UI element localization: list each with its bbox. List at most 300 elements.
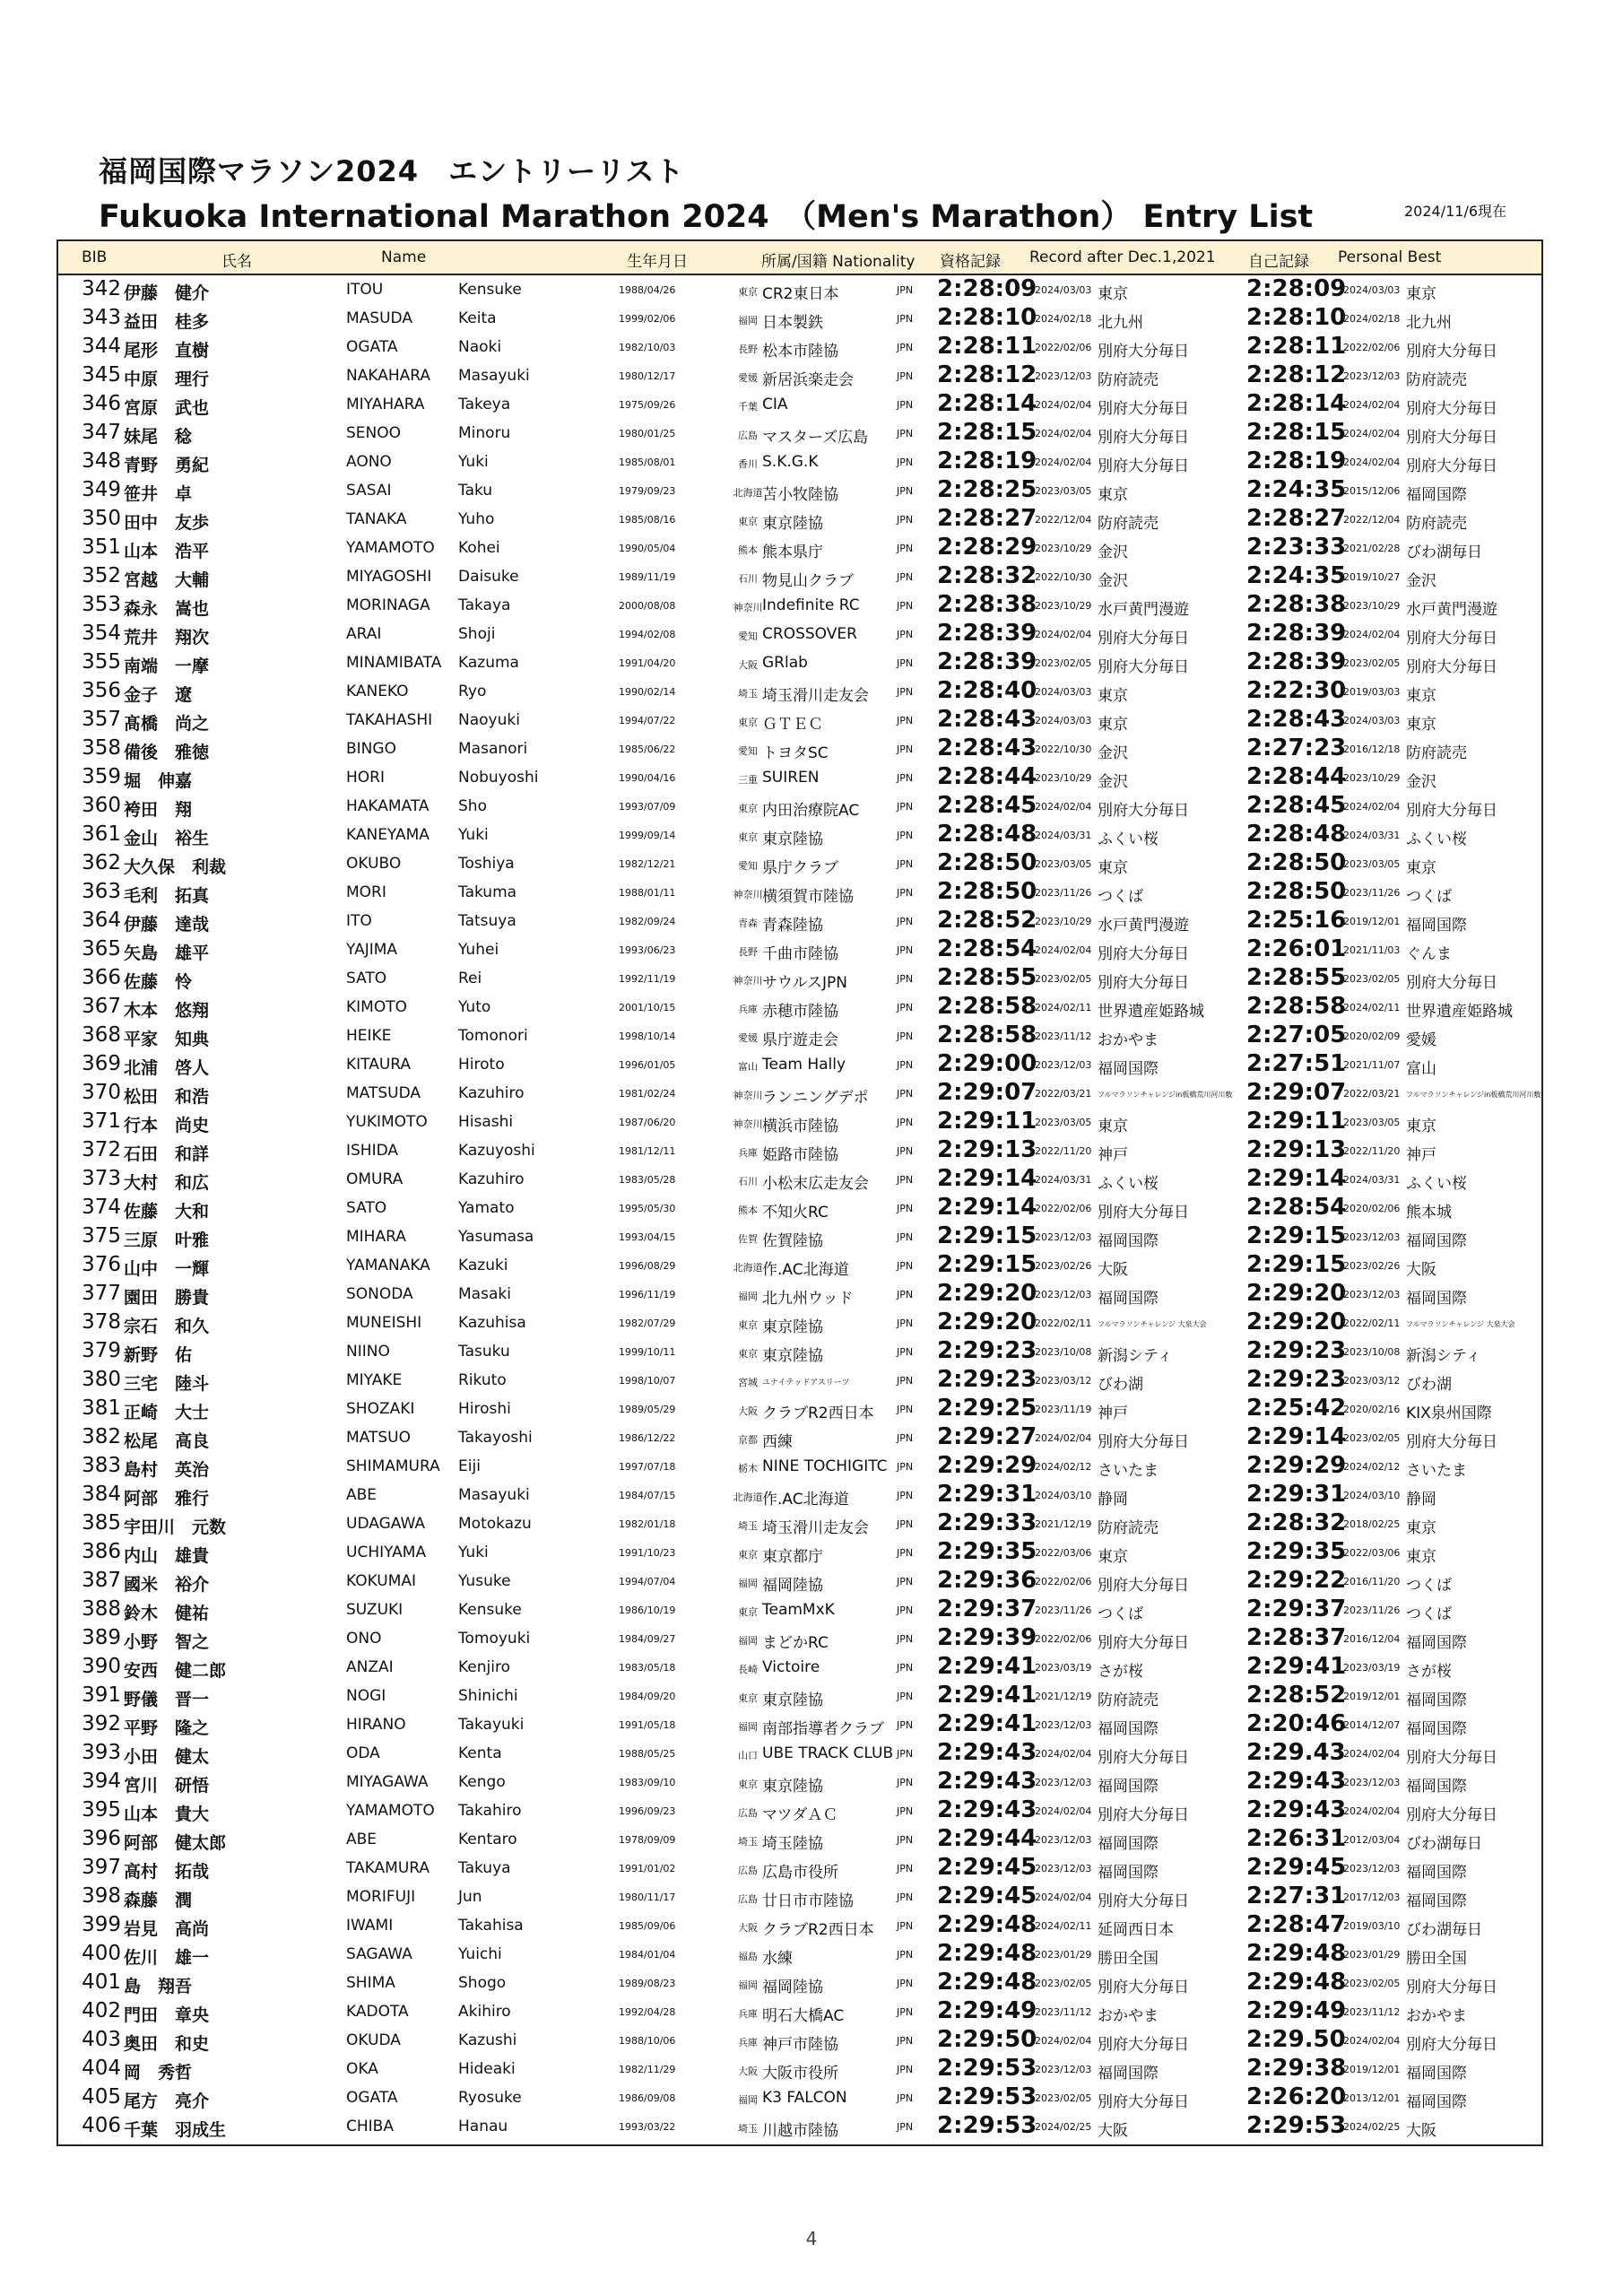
qualifying-date: 2023/12/03 [1035,1863,1092,1874]
qualifying-date: 2024/02/04 [1035,1892,1092,1903]
qualifying-race: 東京 [1098,716,1128,734]
prefecture: 富山 [738,1061,758,1073]
table-row [58,1366,1541,1395]
affiliation: 福岡陸協 [762,1577,823,1595]
personal-best-race: 福岡国際 [1406,1778,1467,1796]
runner-given-name: Kohei [458,539,500,557]
qualifying-date: 2023/10/29 [1035,772,1092,784]
personal-best-date: 2024/02/11 [1343,1002,1401,1013]
table-row [58,1222,1541,1251]
runner-name-jp: 行本 尚史 [124,1116,210,1135]
runner-given-name: Kenta [458,1744,502,1762]
bib-number: 365 [82,937,121,961]
birth-date: 1994/02/08 [619,629,676,640]
prefecture: 東京 [738,1348,758,1360]
runner-given-name: Ryosuke [458,2089,522,2107]
personal-best-time: 2:25:42 [1246,1395,1347,1422]
qualifying-race: 防府読売 [1098,371,1159,389]
bib-number: 398 [82,1884,121,1908]
runner-name-jp: 平野 隆之 [124,1718,210,1738]
personal-best-date: 2023/12/03 [1343,1863,1401,1874]
personal-best-date: 2023/12/03 [1343,370,1401,382]
qualifying-time: 2:28:50 [937,878,1037,905]
table-row [58,1423,1541,1452]
qualifying-race: 防府読売 [1098,1692,1159,1709]
runner-name-jp: 益田 桂多 [124,312,210,332]
qualifying-race: 別府大分毎日 [1098,1806,1189,1824]
prefecture: 栃木 [738,1463,758,1474]
bib-number: 401 [82,1970,121,1994]
nationality: JPN [897,1318,914,1329]
birth-date: 1988/01/11 [619,887,676,899]
qualifying-race: 福岡国際 [1098,1232,1159,1250]
runner-surname: CHIBA [346,2118,394,2135]
table-row [58,1022,1541,1050]
bib-number: 385 [82,1511,121,1535]
qualifying-time: 2:28:54 [937,935,1037,962]
runner-given-name: Takeya [458,396,511,413]
bib-number: 370 [82,1081,121,1104]
birth-date: 1992/04/28 [619,2006,676,2018]
runner-given-name: Yasumasa [458,1228,534,1246]
affiliation: 横浜市陸協 [762,1118,838,1135]
runner-surname: ABE [346,1486,378,1504]
personal-best-date: 2024/02/04 [1343,2035,1401,2047]
runner-surname: MINAMIBATA [346,654,442,672]
prefecture: 北海道 [733,1262,763,1274]
affiliation: SUIREN [762,769,820,787]
personal-best-time: 2:29:15 [1246,1251,1347,1278]
bib-number: 373 [82,1167,121,1190]
personal-best-date: 2016/12/04 [1343,1633,1401,1645]
qualifying-date: 2023/02/05 [1035,2092,1092,2104]
personal-best-race: 愛媛 [1406,1031,1436,1049]
bib-number: 383 [82,1454,121,1477]
table-row [58,1997,1541,2026]
prefecture: 福岡 [738,1635,758,1647]
prefecture: 兵庫 [738,1147,758,1159]
personal-best-date: 2022/03/06 [1343,1547,1401,1559]
qualifying-race: 水戸黄門漫遊 [1098,917,1189,935]
qualifying-race: 別府大分毎日 [1098,974,1189,992]
bib-number: 386 [82,1540,121,1563]
nationality: JPN [897,1404,914,1415]
qualifying-race: 勝田全国 [1098,1950,1159,1968]
nationality: JPN [897,2035,914,2047]
bib-number: 377 [82,1282,121,1305]
nationality: JPN [897,1117,914,1128]
runner-surname: YAMAMOTO [346,539,435,557]
runner-name-jp: 阿部 健太郎 [124,1833,227,1853]
affiliation: 佐賀陸協 [762,1232,823,1250]
personal-best-time: 2:29:43 [1246,1768,1347,1795]
runner-name-jp: 石田 和詳 [124,1144,210,1164]
birth-date: 1983/05/28 [619,1174,676,1186]
qualifying-race: 別府大分毎日 [1098,1634,1189,1652]
runner-given-name: Hiroshi [458,1400,511,1418]
runner-name-jp: 島村 英治 [124,1460,210,1480]
nationality: JPN [897,801,914,813]
qualifying-date: 2024/02/04 [1035,457,1092,468]
affiliation: CR2東日本 [762,285,839,303]
runner-name-jp: 尾方 亮介 [124,2092,210,2111]
runner-name-jp: 宮原 武也 [124,398,210,418]
birth-date: 1985/06/22 [619,744,676,755]
runner-name-jp: 千葉 羽成生 [124,2120,227,2140]
runner-name-jp: 伊藤 達哉 [124,915,210,935]
runner-given-name: Masayuki [458,1486,530,1504]
prefecture: 福岡 [738,1721,758,1733]
qualifying-time: 2:28:58 [937,993,1037,1020]
nationality: JPN [897,1260,914,1272]
qualifying-race: 福岡国際 [1098,1720,1159,1738]
runner-name-jp: 野儀 晋一 [124,1690,210,1709]
qualifying-time: 2:29:23 [937,1366,1037,1393]
prefecture: 北海道 [733,1492,763,1503]
runner-given-name: Takahisa [458,1917,524,1935]
qualifying-race: 別府大分毎日 [1098,1204,1189,1222]
qualifying-race: 別府大分毎日 [1098,2036,1189,2054]
personal-best-race: 水戸黄門漫遊 [1406,601,1497,619]
prefecture: 佐賀 [738,1233,758,1245]
runner-name-jp: 髙橋 尚之 [124,714,210,734]
personal-best-race: KIX泉州国際 [1406,1405,1492,1422]
table-row [58,333,1541,361]
bib-number: 366 [82,966,121,989]
bib-number: 389 [82,1626,121,1649]
prefecture: 福岡 [738,1291,758,1302]
nationality: JPN [897,657,914,669]
nationality: JPN [897,1605,914,1616]
runner-name-jp: 安西 健二郎 [124,1661,227,1681]
qualifying-race: 福岡国際 [1098,1835,1159,1853]
affiliation: 廿日市市陸協 [762,1892,854,1910]
personal-best-race: 東京 [1406,285,1436,303]
personal-best-date: 2023/02/26 [1343,1260,1401,1272]
runner-surname: YAMAMOTO [346,1802,435,1820]
prefecture: 東京 [738,717,758,728]
bib-number: 347 [82,421,121,444]
personal-best-time: 2:24:35 [1246,562,1347,589]
qualifying-race: 水戸黄門漫遊 [1098,601,1189,619]
qualifying-date: 2023/12/03 [1035,1719,1092,1731]
personal-best-race: びわ湖毎日 [1406,544,1482,561]
birth-date: 2001/10/15 [619,1002,676,1013]
qualifying-race: 別府大分毎日 [1098,658,1189,676]
personal-best-race: 防府読売 [1406,744,1467,762]
affiliation: GRlab [762,654,808,672]
qualifying-race: 金沢 [1098,572,1128,590]
qualifying-race: 東京 [1098,859,1128,877]
affiliation: 松本市陸協 [762,343,838,361]
qualifying-time: 2:29:41 [937,1653,1037,1680]
personal-best-time: 2:28:52 [1246,1682,1347,1709]
qualifying-date: 2024/02/04 [1035,1748,1092,1760]
qualifying-race: 世界遺産姫路城 [1098,1003,1204,1021]
qualifying-time: 2:29:48 [937,1969,1037,1996]
personal-best-time: 2:28:14 [1246,390,1347,417]
runner-surname: YAMANAKA [346,1257,430,1274]
qualifying-date: 2023/11/26 [1035,1605,1092,1616]
bib-number: 391 [82,1683,121,1707]
affiliation: 東京陸協 [762,1318,823,1336]
personal-best-time: 2:26:20 [1246,2083,1347,2110]
table-row [58,448,1541,476]
qualifying-race: 静岡 [1098,1491,1128,1509]
nationality: JPN [897,1892,914,1903]
personal-best-date: 2023/12/03 [1343,1289,1401,1300]
prefecture: 福岡 [738,2094,758,2106]
prefecture: 長野 [738,344,758,355]
qualifying-race: 北九州 [1098,314,1143,332]
qualifying-date: 2024/02/12 [1035,1461,1092,1473]
affiliation: UBE TRACK CLUB [762,1744,894,1762]
personal-best-time: 2:29:48 [1246,1940,1347,1967]
qualifying-time: 2:29:43 [937,1768,1037,1795]
bib-number: 405 [82,2085,121,2109]
birth-date: 1993/07/09 [619,801,676,813]
runner-surname: HAKAMATA [346,797,430,815]
personal-best-time: 2:27:05 [1246,1022,1347,1048]
birth-date: 1983/09/10 [619,1777,676,1788]
table-row [58,1395,1541,1423]
qualifying-time: 2:29:41 [937,1710,1037,1737]
bib-number: 406 [82,2114,121,2137]
runner-given-name: Takayoshi [458,1429,533,1447]
runner-given-name: Masayuki [458,367,530,385]
affiliation: クラブR2西日本 [762,1405,874,1422]
runner-name-jp: 島 翔吾 [124,1977,193,1996]
personal-best-time: 2:28:09 [1246,275,1347,302]
runner-surname: ITOU [346,281,384,299]
prefecture: 神奈川 [733,889,763,900]
nationality: JPN [897,1777,914,1788]
runner-surname: NOGI [346,1687,386,1705]
prefecture: 愛知 [738,860,758,872]
table-row [58,792,1541,821]
prefecture: 東京 [738,1319,758,1331]
personal-best-time: 2:28:39 [1246,620,1347,647]
page-title-jp: 福岡国際マラソン2024 エントリーリスト [99,154,685,188]
personal-best-time: 2:28:44 [1246,763,1347,790]
table-row [58,275,1541,304]
personal-best-time: 2:22:30 [1246,677,1347,704]
nationality: JPN [897,830,914,841]
bib-number: 358 [82,736,121,760]
table-row [58,1969,1541,1997]
birth-date: 1984/07/15 [619,1490,676,1501]
runner-surname: OGATA [346,338,398,356]
qualifying-time: 2:28:19 [937,448,1037,474]
bib-number: 400 [82,1942,121,1965]
nationality: JPN [897,1231,914,1243]
runner-given-name: Tomoyuki [458,1630,531,1648]
personal-best-time: 2:28:45 [1246,792,1347,819]
table-row [58,1653,1541,1682]
qualifying-time: 2:29:48 [937,1940,1037,1967]
qualifying-date: 2023/03/05 [1035,858,1092,870]
personal-best-race: 福岡国際 [1406,1692,1467,1709]
qualifying-race: 金沢 [1098,773,1128,791]
birth-date: 1981/02/24 [619,1088,676,1100]
qualifying-time: 2:29:36 [937,1567,1037,1594]
personal-best-race: 北九州 [1406,314,1452,332]
runner-name-jp: 小野 智之 [124,1632,210,1652]
prefecture: 北海道 [733,487,763,499]
qualifying-time: 2:28:09 [937,275,1037,302]
qualifying-date: 2023/02/05 [1035,973,1092,985]
prefecture: 埼玉 [738,2123,758,2135]
personal-best-time: 2:28:32 [1246,1509,1347,1536]
affiliation: 不知火RC [762,1204,829,1222]
qualifying-time: 2:29:53 [937,2112,1037,2139]
qualifying-time: 2:28:55 [937,964,1037,991]
runner-surname: MIYAGOSHI [346,568,432,586]
nationality: JPN [897,629,914,640]
nationality: JPN [897,514,914,526]
affiliation: 東京陸協 [762,831,823,848]
qualifying-time: 2:29:31 [937,1481,1037,1508]
personal-best-time: 2:29:38 [1246,2055,1347,2082]
qualifying-race: 金沢 [1098,544,1128,561]
qualifying-date: 2022/03/21 [1035,1088,1092,1100]
table-row [58,1251,1541,1280]
affiliation: TeamMxK [762,1601,835,1619]
qualifying-date: 2023/02/05 [1035,657,1092,669]
qualifying-race: おかやま [1098,2007,1159,2025]
personal-best-race: 東京 [1406,1548,1436,1566]
personal-best-date: 2014/12/07 [1343,1719,1401,1731]
table-row [58,1825,1541,1854]
nationality: JPN [897,2092,914,2104]
birth-date: 1980/01/25 [619,428,676,439]
prefecture: 東京 [738,286,758,298]
personal-best-race: さいたま [1406,1462,1467,1480]
qualifying-time: 2:29:20 [937,1309,1037,1335]
bib-number: 359 [82,765,121,788]
qualifying-date: 2024/03/03 [1035,284,1092,296]
qualifying-date: 2023/12/03 [1035,370,1092,382]
qualifying-date: 2024/02/11 [1035,1920,1092,1932]
birth-date: 1989/08/23 [619,1978,676,1989]
personal-best-race: さが桜 [1406,1663,1452,1681]
runner-given-name: Yuho [458,510,495,528]
table-row [58,1165,1541,1194]
qualifying-race: びわ湖 [1098,1376,1143,1394]
runner-given-name: Kazuhiro [458,1084,525,1102]
birth-date: 1991/04/20 [619,657,676,669]
qualifying-time: 2:29:20 [937,1280,1037,1307]
runner-name-jp: 矢島 雄平 [124,944,210,963]
affiliation: 東京陸協 [762,1692,823,1709]
qualifying-race: つくば [1098,1605,1143,1623]
affiliation: 作.AC北海道 [762,1491,849,1509]
table-row [58,1108,1541,1136]
prefecture: 香川 [738,458,758,470]
runner-surname: MORI [346,883,386,901]
qualifying-race: さいたま [1098,1462,1159,1480]
birth-date: 1988/04/26 [619,284,676,296]
nationality: JPN [897,543,914,554]
table-row [58,1739,1541,1768]
birth-date: 1989/11/19 [619,571,676,583]
bib-number: 350 [82,507,121,530]
birth-date: 1998/10/14 [619,1031,676,1042]
nationality: JPN [897,457,914,468]
personal-best-date: 2016/12/18 [1343,744,1401,755]
nationality: JPN [897,2064,914,2075]
runner-name-jp: 堀 伸嘉 [124,771,193,791]
qualifying-date: 2021/12/19 [1035,1691,1092,1702]
birth-date: 1997/07/18 [619,1461,676,1473]
personal-best-date: 2022/03/21 [1343,1088,1401,1100]
qualifying-race: 別府大分毎日 [1098,945,1189,963]
personal-best-time: 2:28:38 [1246,591,1347,618]
runner-surname: KADOTA [346,2003,409,2021]
personal-best-time: 2:28:10 [1246,304,1347,331]
qualifying-date: 2023/10/08 [1035,1346,1092,1358]
runner-given-name: Hiroto [458,1056,505,1074]
nationality: JPN [897,686,914,698]
nationality: JPN [897,1719,914,1731]
personal-best-race: 富山 [1406,1060,1436,1078]
runner-name-jp: 荒井 翔次 [124,628,210,648]
birth-date: 1988/05/25 [619,1748,676,1760]
qualifying-race: 東京 [1098,1118,1128,1135]
personal-best-date: 2023/11/12 [1343,2006,1401,2018]
qualifying-time: 2:28:44 [937,763,1037,790]
birth-date: 1982/07/29 [619,1318,676,1329]
affiliation: 水練 [762,1950,793,1968]
qualifying-time: 2:29:41 [937,1682,1037,1709]
prefecture: 広島 [738,1807,758,1819]
table-row [58,878,1541,907]
personal-best-race: 神戸 [1406,1146,1436,1164]
affiliation: 青森陸協 [762,917,823,935]
nationality: JPN [897,1662,914,1674]
birth-date: 1993/06/23 [619,944,676,956]
personal-best-date: 2023/03/05 [1343,1117,1401,1128]
birth-date: 1995/05/30 [619,1203,676,1214]
qualifying-race: 別府大分毎日 [1098,1577,1189,1595]
runner-given-name: Kazushi [458,2031,517,2049]
bib-number: 394 [82,1770,121,1793]
qualifying-date: 2023/03/12 [1035,1375,1092,1387]
table-row [58,1796,1541,1825]
qualifying-time: 2:29:23 [937,1337,1037,1364]
personal-best-date: 2023/10/29 [1343,600,1401,612]
qualifying-date: 2024/03/31 [1035,1174,1092,1186]
qualifying-date: 2022/02/06 [1035,342,1092,353]
qualifying-date: 2023/03/05 [1035,1117,1092,1128]
bib-number: 390 [82,1655,121,1678]
qualifying-time: 2:29:29 [937,1452,1037,1479]
personal-best-date: 2024/02/12 [1343,1461,1401,1473]
affiliation: ＧＴＥＣ [762,716,823,734]
personal-best-time: 2:29:20 [1246,1280,1347,1307]
qualifying-time: 2:28:50 [937,849,1037,876]
table-row [58,735,1541,763]
qualifying-time: 2:28:43 [937,706,1037,733]
runner-name-jp: 尾形 直樹 [124,341,210,361]
runner-name-jp: 毛利 拓真 [124,886,210,906]
personal-best-date: 2023/01/29 [1343,1949,1401,1961]
qualifying-time: 2:28:12 [937,361,1037,388]
qualifying-date: 2023/12/03 [1035,1834,1092,1846]
qualifying-race: 福岡国際 [1098,1290,1159,1308]
personal-best-race: 熊本城 [1406,1204,1452,1222]
runner-name-jp: 備後 雅徳 [124,743,210,762]
